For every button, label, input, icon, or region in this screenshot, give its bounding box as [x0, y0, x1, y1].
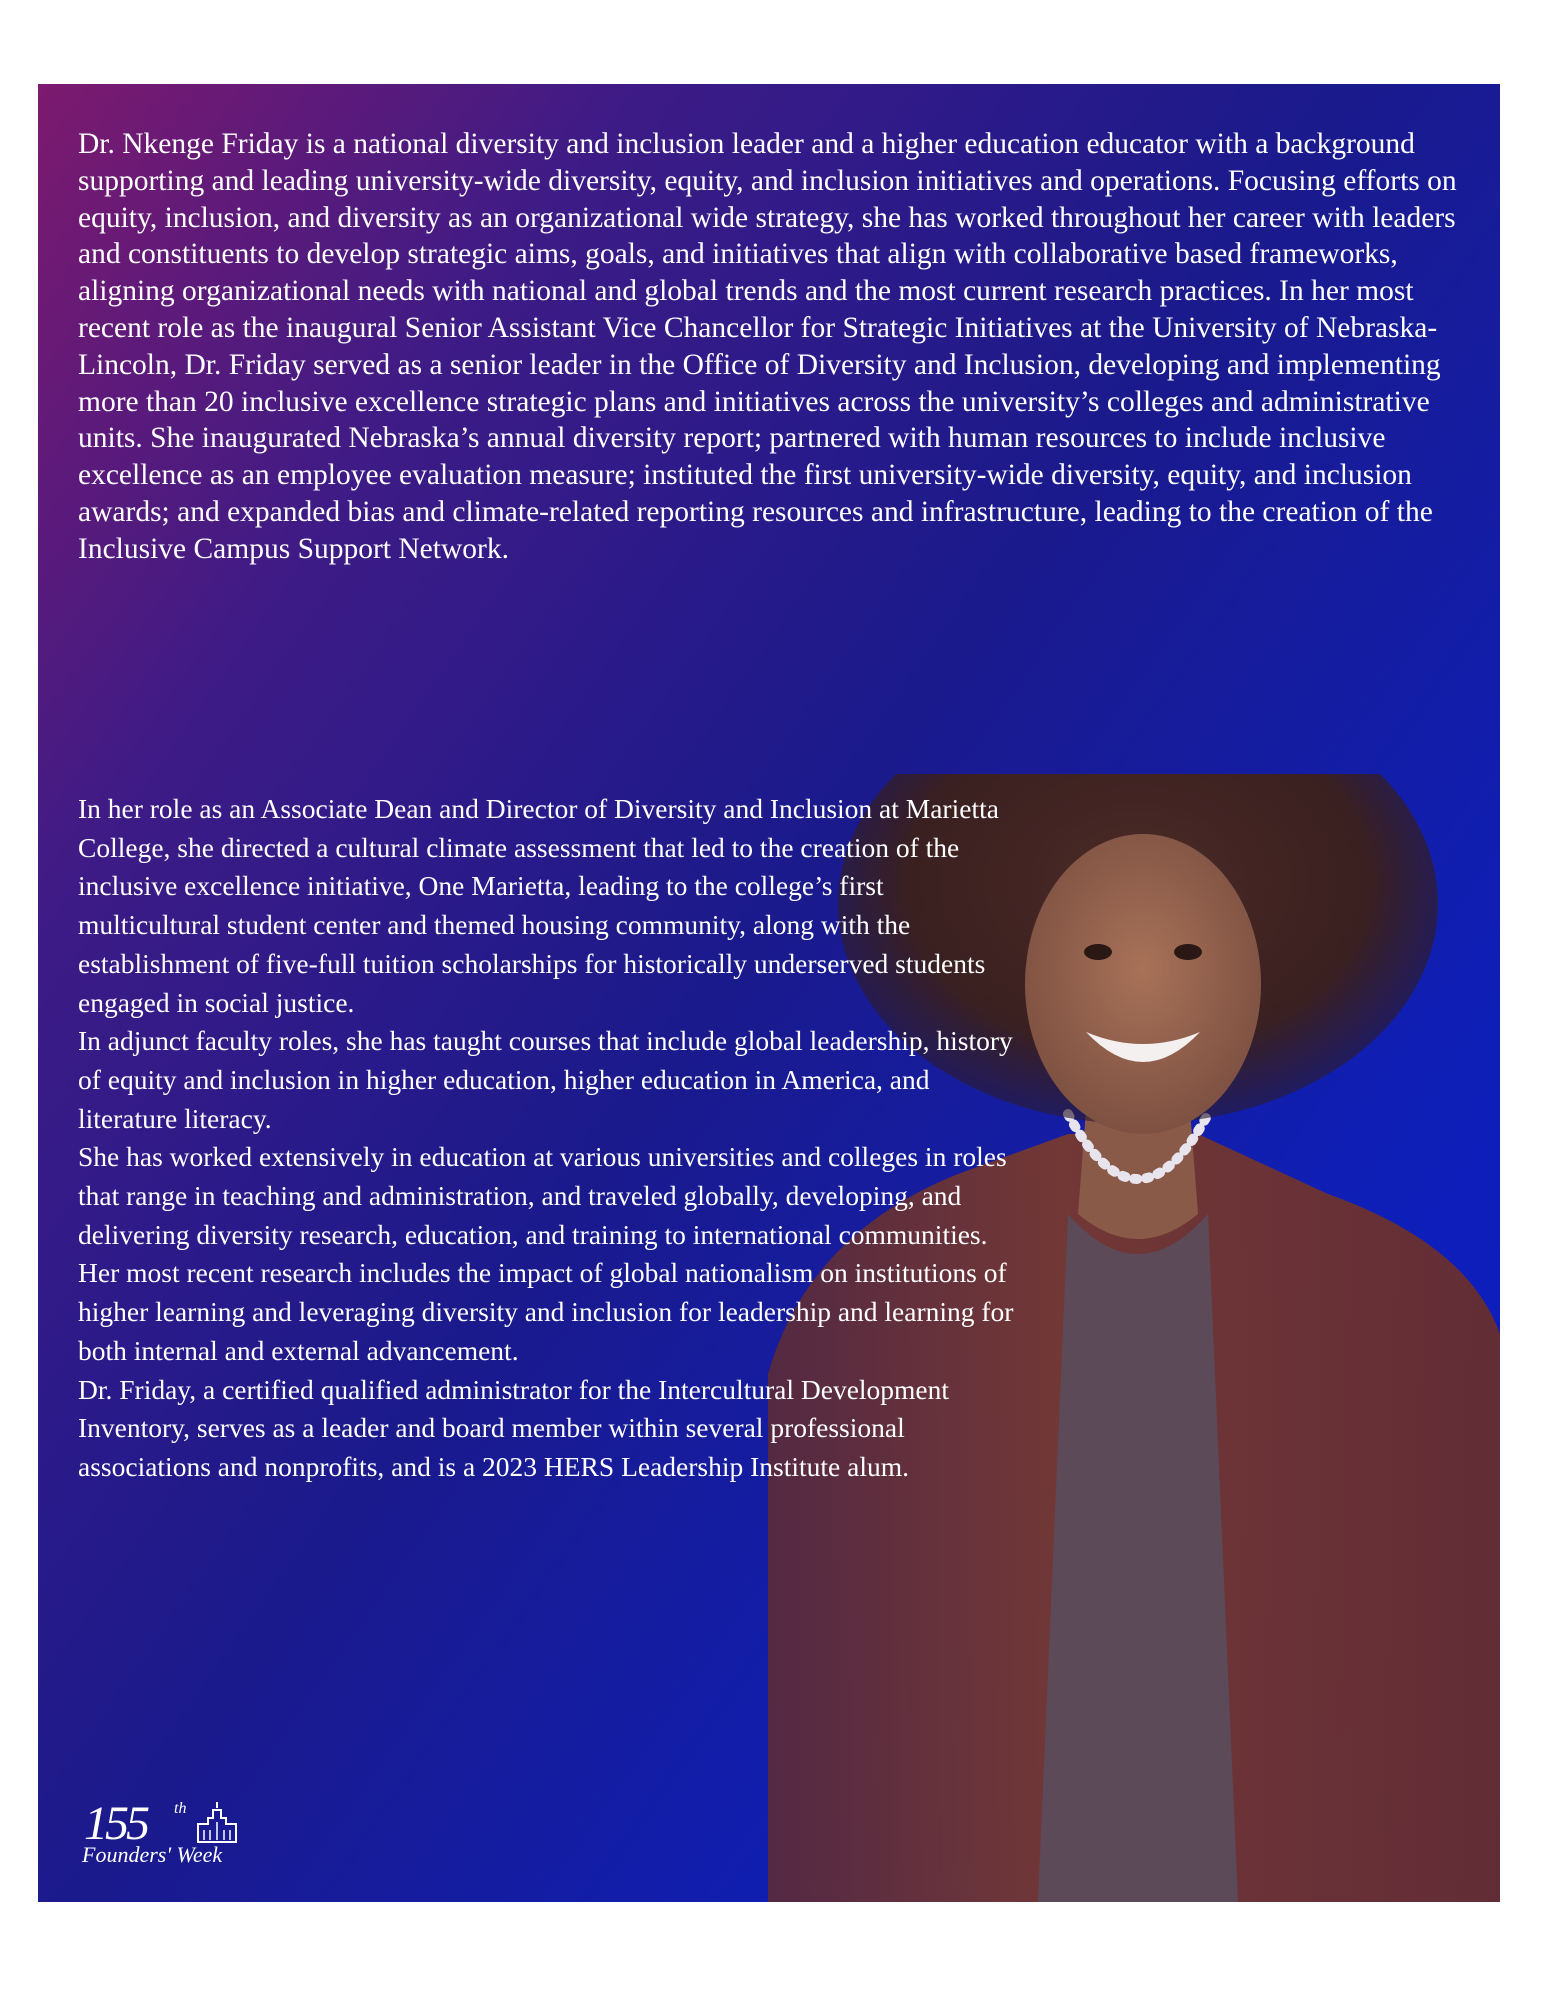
bio-paragraph-research: She has worked extensively in education at various universities and colleges in roles that range in teaching and administration, and traveled globally, developing, and delivering diversity research, education, and training to international communities. Her most recent research includes the impact of global nationalism on institutions of higher learning and leveraging diversity and inclusion for leadership and learning for both internal and external advancement.: [78, 1141, 1014, 1366]
chapel-icon: [192, 1800, 242, 1844]
bio-paragraph-marietta: In her role as an Associate Dean and Director of Diversity and Inclusion at Marietta College, she directed a cultural climate assessment that led to the creation of the inclusive excellence initiative, One Marietta, leading to the college’s first multicultural student center and themed housing community, along with the establishment of five-full tuition scholarships for historically underserved students engaged in social justice.: [78, 793, 999, 1018]
logo-suffix: th: [174, 1800, 187, 1817]
logo-caption: Founders' Week: [82, 1842, 223, 1867]
founders-week-logo: [82, 1796, 282, 1874]
bio-panel: [38, 84, 1500, 1902]
bio-paragraph-certification: Dr. Friday, a certified qualified administrator for the Intercultural Development Inventory, serves as a leader and board member within several professional associations and nonprofits, and is a 2023 HERS Leadership Institute alum.: [78, 1373, 950, 1482]
bio-paragraph-intro: Dr. Nkenge Friday is a national diversity and inclusion leader and a higher education educator with a background supporting and leading university-wide diversity, equity, and inclusion initiatives and operations. Focusing efforts on equity, inclusion, and diversity as an organizational wide strategy, she has worked throughout her career with leaders and constituents to develop strategic aims, goals, and initiatives that align with collaborative based frameworks, aligning organizational needs with national and global trends and the most current research practices. In her most recent role as the inaugural Senior Assistant Vice Chancellor for Strategic Initiatives at the University of Nebraska-Lincoln, Dr. Friday served as a senior leader in the Office of Diversity and Inclusion, developing and implementing more than 20 inclusive excellence strategic plans and initiatives across the university’s colleges and administrative units. She inaugurated Nebraska’s annual diversity report; partnered with human resources to include inclusive excellence as an employee evaluation measure; instituted the first university-wide diversity, equity, and inclusion awards; and expanded bias and climate-related reporting resources and infrastructure, leading to the creation of the Inclusive Campus Support Network.: [78, 128, 1457, 565]
bio-paragraphs: [78, 790, 1018, 1487]
bio-paragraph-adjunct: In adjunct faculty roles, she has taught courses that include global leadership, history of equity and inclusion in higher education, higher education in America, and literature literacy.: [78, 1025, 1013, 1134]
logo-number: 155: [84, 1797, 147, 1850]
